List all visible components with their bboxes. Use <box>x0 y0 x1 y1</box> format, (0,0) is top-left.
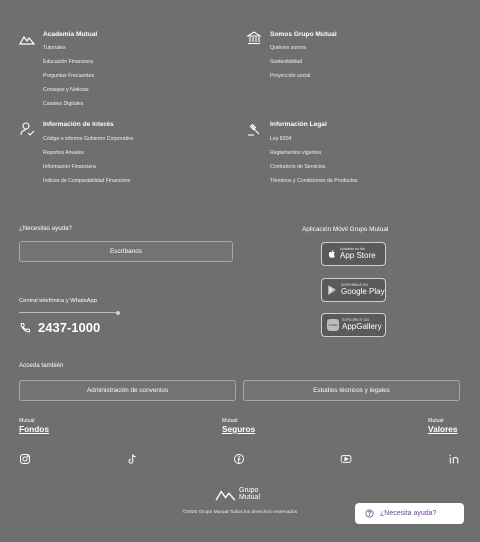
academia-link-canales[interactable]: Canales Digitales <box>43 101 84 107</box>
legal-title: Información Legal <box>270 121 327 128</box>
somos-link-sostenibilidad[interactable]: Sostenibilidad <box>270 59 303 65</box>
logo-line1: Grupo <box>239 487 259 494</box>
apple-icon <box>327 248 337 260</box>
grupo-mutual-logo <box>215 488 260 501</box>
interes-link-indices[interactable]: Índices de Comparabilidad Financiera <box>43 178 131 184</box>
estudios-button[interactable]: Estudios técnicos y legales <box>243 380 460 401</box>
help-circle-icon <box>365 509 374 518</box>
brand-seguros-name: Seguros <box>222 423 256 434</box>
user-check-icon <box>19 121 35 137</box>
appgallery-small: EXPLORE IT ON <box>342 318 369 323</box>
logo-line2: Mutual <box>239 493 261 501</box>
phone-icon <box>19 322 31 334</box>
appstore-big: App Store <box>340 250 376 260</box>
brand-seguros-pre: Mutual <box>222 418 238 424</box>
legal-link-ley[interactable]: Ley 8204 <box>270 136 292 142</box>
instagram-icon[interactable] <box>19 453 31 465</box>
academia-link-consejos[interactable]: Consejos y Noticias <box>43 87 89 93</box>
youtube-icon[interactable] <box>340 453 352 465</box>
brand-fondos[interactable] <box>19 419 49 435</box>
googleplay-small: DISPONIBLE EN <box>341 283 368 288</box>
write-us-button[interactable]: Escríbanos <box>19 241 233 262</box>
gavel-icon <box>246 121 262 137</box>
interes-link-reportes[interactable]: Reportes Anuales <box>43 150 84 156</box>
app-gallery-badge[interactable] <box>321 313 386 337</box>
appstore-small: Available on the <box>340 247 365 252</box>
legal-link-contraloria[interactable]: Contralorío de Servicios <box>270 164 326 170</box>
phone-divider <box>19 312 119 313</box>
help-question: ¿Necesitas ayuda? <box>19 225 72 232</box>
brand-valores[interactable] <box>428 419 458 435</box>
interes-link-codigo[interactable]: Código e informe Gobierno Corporativo <box>43 136 134 142</box>
academia-link-preguntas[interactable]: Preguntas Frecuentes <box>43 73 95 79</box>
interes-title: Información de Interés <box>43 121 114 128</box>
academia-link-tutoriales[interactable]: Tutoriales <box>43 45 66 51</box>
brand-valores-name: Valores <box>428 423 458 434</box>
mountains-icon <box>19 31 35 47</box>
bank-icon <box>246 30 262 46</box>
app-title: Aplicación Móvil Grupo Mutual <box>302 226 389 233</box>
help-widget-label: ¿Necesita ayuda? <box>380 510 437 517</box>
phone-number[interactable]: 2437-1000 <box>38 320 101 335</box>
facebook-icon[interactable] <box>233 453 245 465</box>
also-label: Acceda también <box>19 362 64 369</box>
tiktok-icon[interactable] <box>126 453 138 465</box>
phone-label: Central telefónica y WhatsApp <box>19 298 97 304</box>
brand-seguros[interactable] <box>222 419 255 435</box>
phone-divider-dot <box>116 311 120 315</box>
somos-link-proyeccion[interactable]: Proyección social <box>270 73 311 79</box>
somos-link-quienes[interactable]: Quiénes somos <box>270 45 307 51</box>
legal-link-terminos[interactable]: Términos y Condiciones de Productos <box>270 178 358 184</box>
copyright: ©2025 Grupo Mutual Todos los derechos reservados <box>182 510 298 515</box>
logo-mark-icon <box>215 489 236 501</box>
help-widget-button[interactable] <box>355 503 464 524</box>
linkedin-icon[interactable] <box>448 453 460 465</box>
somos-title: Somos Grupo Mutual <box>270 31 337 38</box>
google-play-icon <box>327 284 338 296</box>
interes-link-financiera[interactable]: Información Financiera <box>43 164 96 170</box>
google-play-badge[interactable] <box>321 278 386 302</box>
brand-valores-pre: Mutual <box>428 418 444 424</box>
brand-fondos-name: Fondos <box>19 423 49 434</box>
convenios-button[interactable]: Administración de convenios <box>19 380 236 401</box>
brand-fondos-pre: Mutual <box>19 418 35 424</box>
huawei-icon <box>327 319 339 331</box>
academia-link-educacion[interactable]: Educación Financiera <box>43 59 93 65</box>
academia-title: Academia Mutual <box>43 31 98 38</box>
legal-link-reglamentos[interactable]: Reglamentos vigentes <box>270 150 322 156</box>
googleplay-big: Google Play <box>341 286 385 296</box>
appgallery-big: AppGallery <box>342 321 382 331</box>
app-store-badge[interactable] <box>321 242 386 266</box>
huawei-badge-text: HUAWEI <box>328 323 338 327</box>
